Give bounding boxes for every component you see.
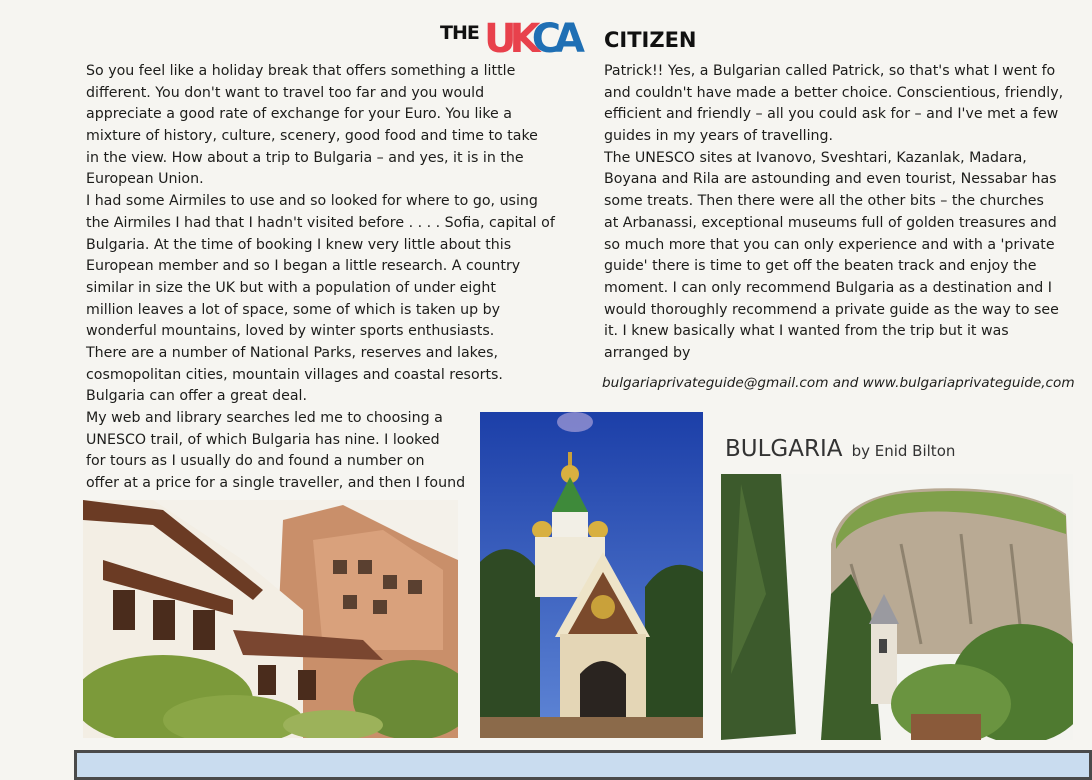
article-line: European Union. xyxy=(86,171,204,188)
article-line: I had some Airmiles to use and so looked for where to go, using xyxy=(86,193,538,210)
article-line: My web and library searches led me to choosing a xyxy=(86,410,443,426)
article-line: guide' there is time to get off the beaten track and enjoy the xyxy=(604,258,1037,275)
logo-ca: CA xyxy=(531,16,578,62)
article-byline xyxy=(725,436,955,462)
article-line: There are a number of National Parks, reserves and lakes, xyxy=(86,344,498,361)
article-line: guides in my years of travelling. xyxy=(604,128,834,145)
article-line: cosmopolitan cities, mountain villages and coastal resorts. xyxy=(86,366,503,383)
byline-title: BULGARIA xyxy=(725,436,843,462)
article-line: UNESCO trail, of which Bulgaria has nine. I looked xyxy=(86,431,440,448)
article-right-column xyxy=(604,61,1076,365)
article-line: efficient and friendly – all you could ask for – and I've met a few xyxy=(604,106,1059,123)
ukca-logo xyxy=(484,18,578,60)
article-left-column xyxy=(86,61,555,495)
article-line: wonderful mountains, loved by winter sports enthusiasts. xyxy=(86,323,495,340)
masthead-citizen: CITIZEN xyxy=(604,28,697,52)
article-line: and couldn't have made a better choice. Conscientious, friendly, xyxy=(604,84,1064,101)
masthead-the: THE xyxy=(440,22,479,44)
article-line: arranged by xyxy=(604,344,691,361)
photo-hillside-houses xyxy=(83,500,458,738)
byline-author: by Enid Bilton xyxy=(851,442,956,460)
article-line: So you feel like a holiday break that offers something a little xyxy=(86,63,516,79)
logo-uk: UK xyxy=(484,16,532,62)
bottom-panel xyxy=(74,750,1092,780)
article-line: The UNESCO sites at Ivanovo, Sveshtari, Kazanlak, Madara, xyxy=(604,149,1027,166)
article-line: Bulgaria. At the time of booking I knew very little about this xyxy=(86,236,512,253)
article-line: offer at a price for a single traveller, and then I found xyxy=(86,475,466,492)
photo-russian-church xyxy=(480,412,703,738)
article-line: mixture of history, culture, scenery, good food and time to take xyxy=(86,128,538,145)
article-line: million leaves a lot of space, some of which is taken up by xyxy=(86,301,500,318)
article-line: moment. I can only recommend Bulgaria as a destination and I xyxy=(604,279,1052,296)
article-line: would thoroughly recommend a private guide as the way to see xyxy=(604,301,1059,318)
article-line: some treats. Then there were all the other bits – the churches xyxy=(604,193,1044,210)
article-line: Patrick!! Yes, a Bulgarian called Patrick, so that's what I went fo xyxy=(604,63,1056,79)
article-line: the Airmiles I had that I hadn't visited before . . . . Sofia, capital of xyxy=(86,214,555,231)
article-line: it. I knew basically what I wanted from the trip but it was xyxy=(604,323,1009,340)
article-line: in the view. How about a trip to Bulgaria – and yes, it is in the xyxy=(86,149,524,166)
article-line: European member and so I began a little research. A country xyxy=(86,258,521,275)
photo-cliff-monastery xyxy=(721,474,1073,740)
article-line: so much more that you can only experience and with a 'private xyxy=(604,236,1055,253)
article-line: appreciate a good rate of exchange for your Euro. You like a xyxy=(86,106,512,123)
article-line: for tours as I usually do and found a number on xyxy=(86,453,425,470)
article-line: different. You don't want to travel too far and you would xyxy=(86,84,485,101)
article-line: Bulgaria can offer a great deal. xyxy=(86,388,307,405)
article-line: Boyana and Rila are astounding and even tourist, Nessabar has xyxy=(604,171,1057,188)
masthead xyxy=(440,16,740,62)
article-line: similar in size the UK but with a population of under eight xyxy=(86,279,496,296)
article-line: at Arbanassi, exceptional museums full of golden treasures and xyxy=(604,214,1057,231)
contact-line: bulgariaprivateguide@gmail.com and www.bulgariaprivateguide,com xyxy=(602,375,1075,391)
